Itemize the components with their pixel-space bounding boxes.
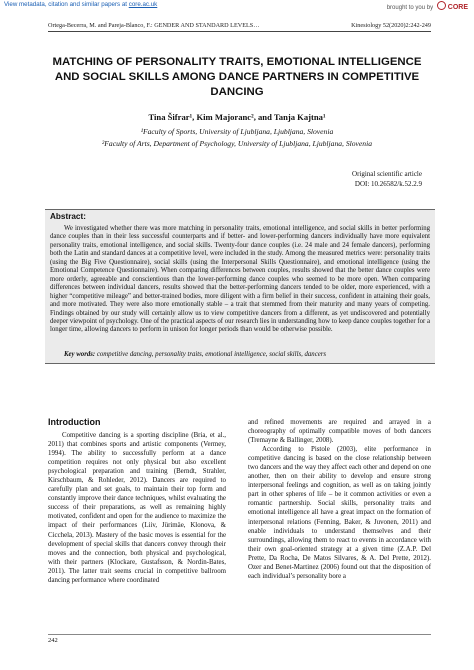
running-head-right: Kinesiology 52(2020)2:242-249 <box>351 22 431 29</box>
authors: Tina Šifrar¹, Kim Majoranc², and Tanja Kajtna¹ <box>148 112 326 122</box>
article-doi: DOI: 10.26582/k.52.2.9 <box>354 180 422 188</box>
article-title: MATCHING OF PERSONALITY TRAITS, EMOTIONAL INTELLIGENCE AND SOCIAL SKILLS AMONG DANCE PARTNERS IN COMPETITIVE DANCING <box>52 56 422 98</box>
right-column-paragraph-1: and refined movements are required and arrayed in a choreography of optimally compatible moves of both dancers (Tremayne & Ballinger, 2008). <box>248 419 431 445</box>
abstract-heading: Abstract: <box>50 212 86 221</box>
affiliation-1: ¹Faculty of Sports, University of Ljubljana, Ljubljana, Slovenia <box>140 127 334 136</box>
keywords-list: competitive dancing, personality traits, emotional intelligence, social skills, dancers <box>95 351 327 358</box>
core-link-prefix: View metadata, citation and similar papers at <box>4 1 129 8</box>
affiliation-2: ²Faculty of Arts, Department of Psychology, University of Ljubljana, Ljubljana, Slovenia <box>101 139 372 148</box>
core-logo-icon <box>437 1 446 10</box>
left-column-text: Competitive dancing is a sporting discipline (Bria, et al., 2011) that combines sports and artistic components (Vermey, 1994). The ability to successfully perform at a dance competition requires not only physical but also excellent psychological preparation and training (Berndt, Strahler, Kirschbaum, & Rohleder, 2012). Dancers are required to carefully plan and set goals, to maintain their top form and constantly improve their dance techniques, whilst evaluating the success of their preparations, as well as remaining highly motivated, confident and open for the audience to maximize the impact of their performances (Liiv, Jürimäe, Klonova, & Cicchela, 2013). Mastery of the basic moves is essential for the development of special skills that dancers convey through their moves and the connection, both physical and psychological, with their partners (Klockare, Gustafsson, & Nordin-Bates, 2011). The latter trait seems crucial in competitive ballroom dancing performance where coordinated <box>48 432 226 584</box>
right-column-paragraph-2: According to Pistole (2003), elite performance in competitive dancing is based on the close relationship between two dancers and the way they affect each other and depend on one another, then on their ability to develop and ensure strong interpersonal feelings and cognition, as well as on taking jointly part in other spheres of life – be it common activities or even a romantic partnership. Social skills, personality traits and emotional intelligence all have a great impact on the formation of interpersonal relations (Fenning, Baker, & Juvonen, 2011) and enable individuals to understand themselves and their surroundings, allowing them to react to events in accordance with their own goal-oriented strategy at a given time (Z.A.P. Del Prette, Da Rocha, De Matos Silvares, & A. Del Prette, 2012). Ozer and Benet-Martinez (2006) found out that the disposition of each individual’s personality bore a <box>248 446 431 580</box>
abstract-text: We investigated whether there was more matching in personality traits, emotional intelligence, and social skills in better performing dance couples than in their less successful counterparts and if better- and lower-performing dancers individually have more equivalent personality traits, emotional intelligence, and social skills. Twenty-four dance couples (i.e. 24 male and 24 female dancers), performing both the Latin and standard dances at a competitive level, were included in the study. Among the measured metrics were: personality traits (using the Big Five Questionnaire), social skills (using the Interpersonal Skills Questionnaire), and emotional intelligence (using the Emotional Competence Questionnaire). When comparing differences between couples, results showed that the better dance couples were more orderly, agreeable and conscientious than the lower-performing dance couples who seemed to be more open. When comparing differences between individual dancers, results showed that the better-performing dancers tended to be older, more experienced, with a higher “competitive mileage” and better-trained bodies, more diligent with a firm belief in their success, confident in attaining their goals, and more motivated. They were also more emotionally stable – a trait that stemmed from their maturity and many years of competing. Findings obtained by our study will certainly allow us to view competitive dancers from a different, as yet undiscovered and potentially deeper viewpoint of psychology. One of the practical aspects of our research lies in understanding how to keep dance couples together for a longer time, allowing dancers to perform in unison for longer periods than would be otherwise possible. <box>50 225 430 334</box>
core-metadata-link[interactable] <box>4 1 157 8</box>
article-type: Original scientific article <box>352 170 422 178</box>
page-number: 242 <box>48 637 58 644</box>
footer-rule <box>48 634 431 635</box>
right-column <box>248 418 431 581</box>
header-rule <box>48 31 431 32</box>
core-banner <box>0 0 474 12</box>
core-brand[interactable] <box>387 1 468 11</box>
introduction-heading: Introduction <box>48 417 101 427</box>
core-brand-name: CORE <box>447 4 468 11</box>
keywords-label: Key words: <box>64 351 96 358</box>
keywords <box>64 351 434 358</box>
core-link-url[interactable]: core.ac.uk <box>128 1 158 8</box>
running-head-left: Ortega-Becerra, M. and Pareja-Blanco, F.: GENDER AND STANDARD LEVELS… <box>48 22 260 29</box>
brought-by-text: brought to you by <box>386 5 434 11</box>
